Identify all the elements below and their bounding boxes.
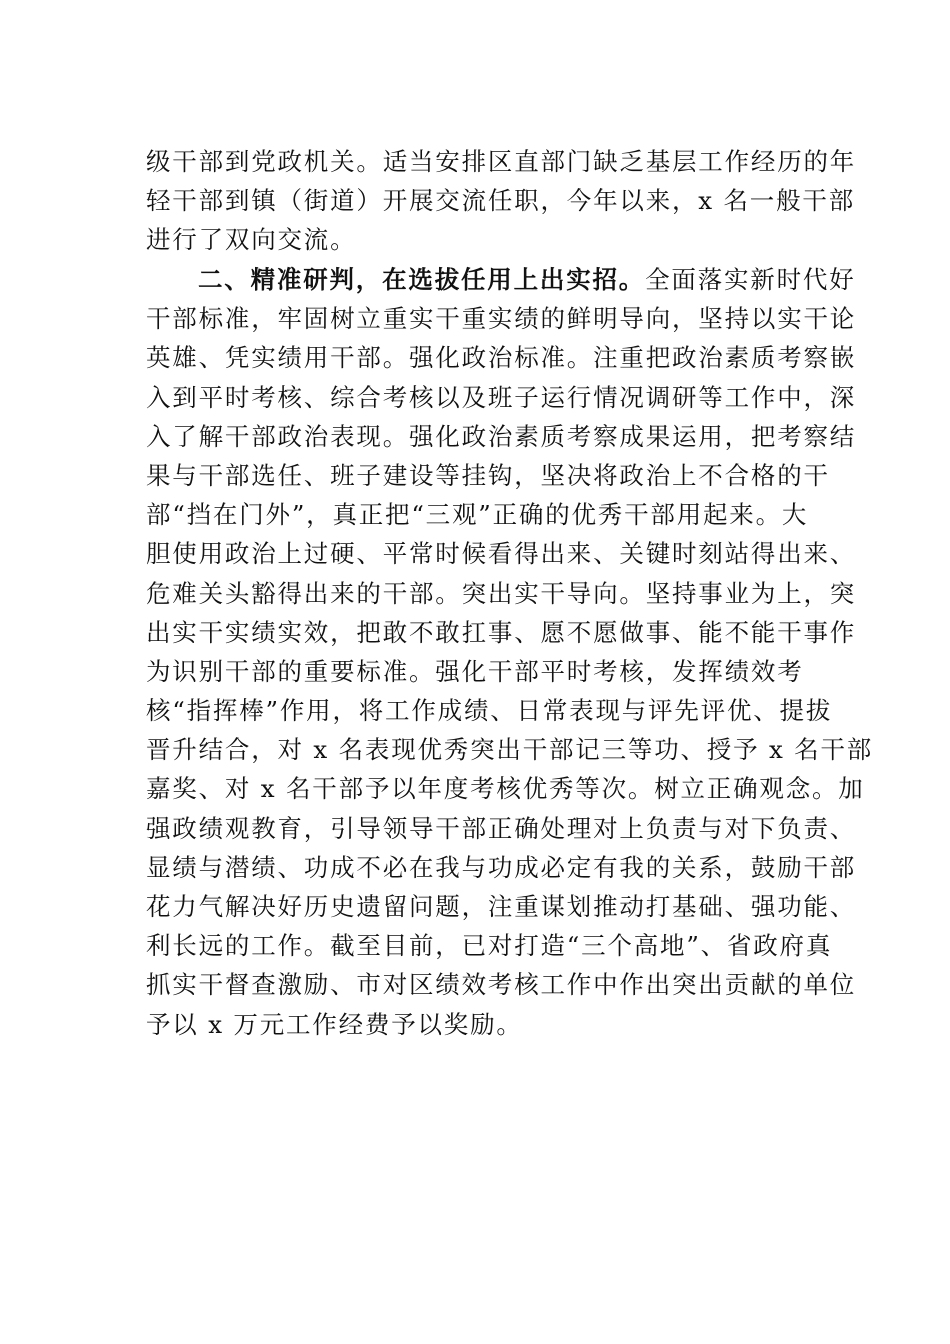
text-line: 果与干部选任、班子建设等挂钩，坚决将政治上不合格的干: [146, 460, 830, 490]
heading-continuation: 全面落实新时代好: [645, 265, 856, 294]
text-line: 显绩与潜绩、功成不必在我与功成必定有我的关系，鼓励干部: [146, 852, 857, 882]
text-line: 嘉奖、对 x 名干部予以年度考核优秀等次。树立正确观念。加: [146, 774, 865, 804]
text-line: 入到平时考核、综合考核以及班子运行情况调研等工作中，深: [146, 382, 857, 412]
paragraph-1: [146, 142, 857, 260]
text-line: 花力气解决好历史遗留问题，注重谋划推动打基础、强功能、: [146, 892, 857, 921]
text-line: 入了解干部政治表现。强化政治素质考察成果运用，把考察结: [146, 421, 857, 451]
text-line: 核“指挥棒”作用，将工作成绩、日常表现与评先评优、提拔: [146, 696, 833, 726]
text-line: 轻干部到镇（街道）开展交流任职，今年以来，x 名一般干部: [146, 186, 856, 216]
text-line: 胆使用政治上过硬、平常时候看得出来、关键时刻站得出来、: [146, 539, 857, 569]
text-line: 抓实干督查激励、市对区绩效考核工作中作出突出贡献的单位: [146, 970, 857, 1000]
text-line: 进行了双向交流。: [146, 225, 357, 255]
text-line: 予以 x 万元工作经费予以奖励。: [146, 1009, 523, 1039]
section-heading: 二、精准研判，在选拔任用上出实招。: [198, 265, 646, 294]
text-line: 英雄、凭实绩用干部。强化政治标准。注重把政治素质考察嵌: [146, 343, 857, 373]
text-line: 出实干实绩实效，把敢不敢扛事、愿不愿做事、能不能干事作: [146, 617, 857, 647]
text-line: 级干部到党政机关。适当安排区直部门缺乏基层工作经历的年: [146, 147, 857, 176]
text-line: 利长远的工作。截至目前，已对打造“三个高地”、省政府真: [146, 931, 833, 961]
paragraph-2-first-line: [146, 260, 856, 299]
text-line: 为识别干部的重要标准。强化干部平时考核，发挥绩效考: [146, 656, 804, 686]
text-line: 干部标准，牢固树立重实干重实绩的鲜明导向，坚持以实干论: [146, 304, 857, 334]
text-line: 强政绩观教育，引导领导干部正确处理对上负责与对下负责、: [146, 813, 857, 843]
text-line: 危难关头豁得出来的干部。突出实干导向。坚持事业为上，突: [146, 578, 857, 608]
text-line: 晋升结合，对 x 名表现优秀突出干部记三等功、授予 x 名干部: [146, 735, 874, 765]
text-line: 部“挡在门外”，真正把“三观”正确的优秀干部用起来。大: [146, 500, 809, 530]
paragraph-2: [146, 260, 874, 1044]
